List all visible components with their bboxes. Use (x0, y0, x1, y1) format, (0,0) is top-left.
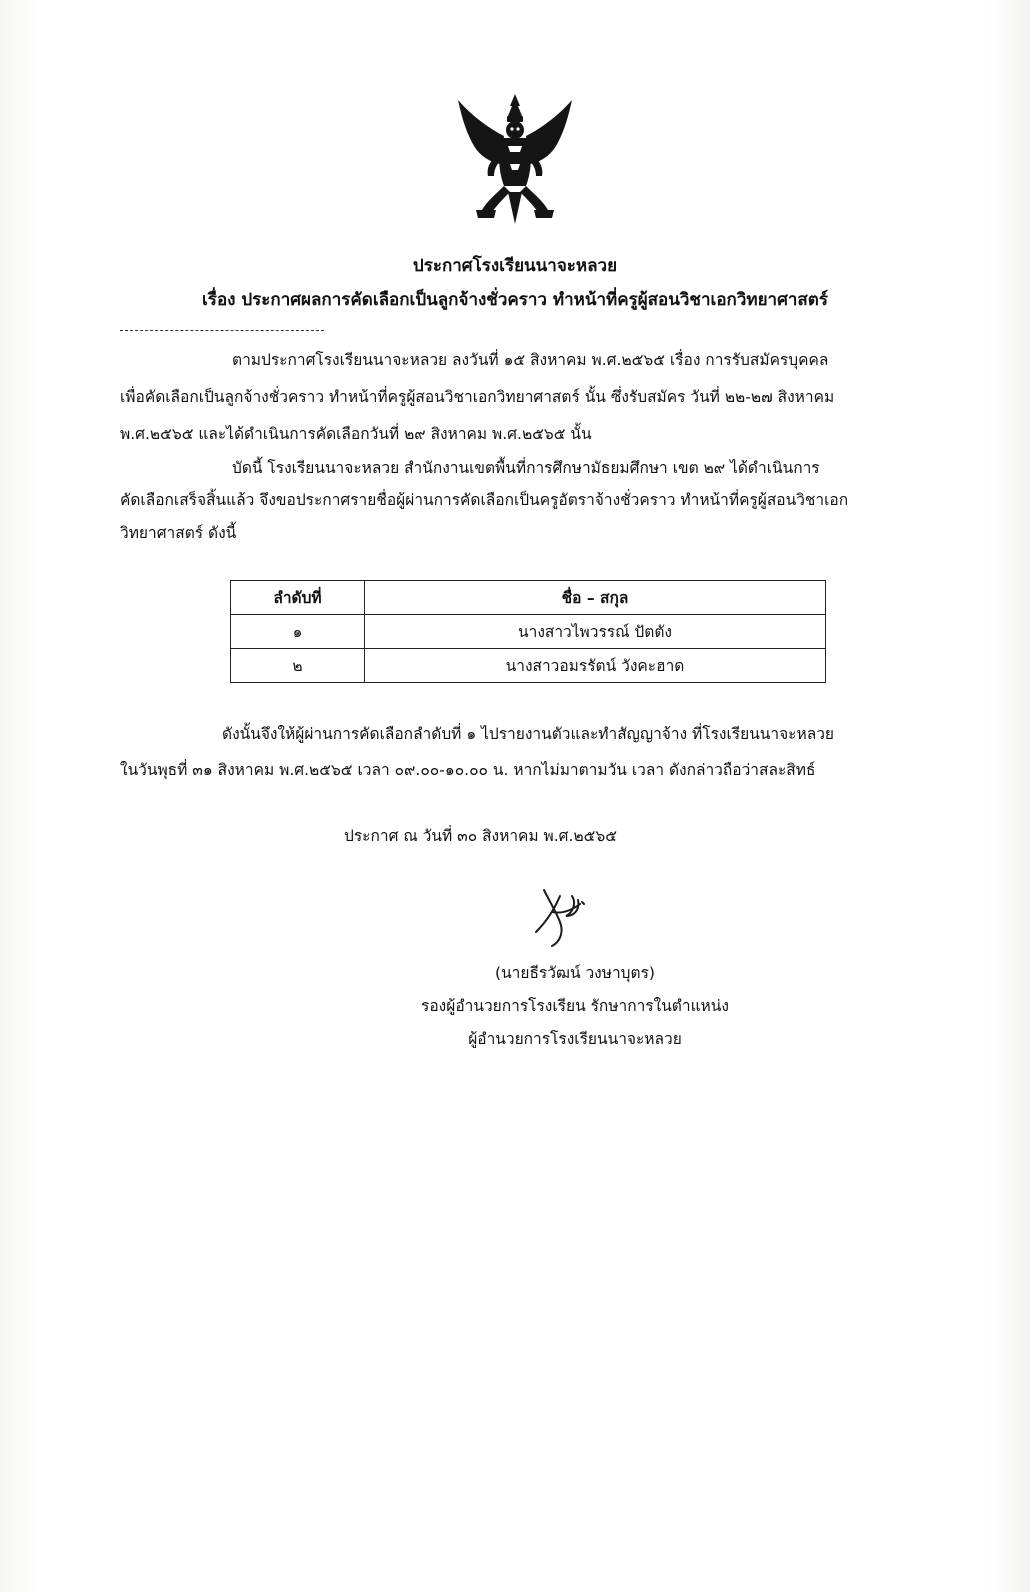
signer-position-2: ผู้อำนวยการโรงเรียนนาจะหลวย (468, 1030, 682, 1048)
paragraph-2-line-2: คัดเลือกเสร็จสิ้นแล้ว จึงขอประกาศรายชื่อผู้ผ่านการคัดเลือกเป็นครูอัตราจ้างชั่วคราว ทำหน้าที่ครูผู้สอนวิชาเอก (120, 491, 849, 509)
signer-name: (นายธีรวัฒน์ วงษาบุตร) (495, 964, 655, 982)
paragraph-3-line-2: ในวันพุธที่ ๓๑ สิงหาคม พ.ศ.๒๕๖๕ เวลา ๐๙.๐๐-๑๐.๐๐ น. หากไม่มาตามวัน เวลา ดังกล่าวถือว่าสละสิทธ์ (120, 761, 816, 779)
paragraph-1-line-2: เพื่อคัดเลือกเป็นลูกจ้างชั่วคราว ทำหน้าที่ครูผู้สอนวิชาเอกวิทยาศาสตร์ นั้น ซึ่งรับสมัคร วันที่ ๒๒-๒๗ สิงหาคม (120, 388, 835, 406)
results-table (230, 580, 826, 683)
announcement-date: ประกาศ ณ วันที่ ๓๐ สิงหาคม พ.ศ.๒๕๖๕ (344, 827, 617, 845)
paragraph-1-line-1: ตามประกาศโรงเรียนนาจะหลวย ลงวันที่ ๑๕ สิงหาคม พ.ศ.๒๕๖๕ เรื่อง การรับสมัครบุคคล (232, 351, 829, 369)
paragraph-1-line-3: พ.ศ.๒๕๖๕ และได้ดำเนินการคัดเลือกวันที่ ๒๙ สิงหาคม พ.ศ.๒๕๖๕ นั้น (120, 425, 592, 443)
table-row (231, 649, 826, 683)
row-order: ๑ (231, 615, 365, 649)
row-order: ๒ (231, 649, 365, 683)
row-name: นางสาวไพวรรณ์ ปัตตัง (365, 615, 826, 649)
signer-position-1: รองผู้อำนวยการโรงเรียน รักษาการในตำแหน่ง (421, 997, 729, 1015)
table-row (231, 615, 826, 649)
row-name: นางสาวอมรรัตน์ วังคะฮาด (365, 649, 826, 683)
divider (120, 330, 324, 331)
garuda-emblem-icon (452, 92, 578, 228)
table-header-row (231, 581, 826, 615)
announcement-title: ประกาศโรงเรียนนาจะหลวย (412, 256, 618, 276)
paragraph-2-line-1: บัดนี้ โรงเรียนนาจะหลวย สำนักงานเขตพื้นที่การศึกษามัธยมศึกษา เขต ๒๙ ได้ดำเนินการ (232, 459, 820, 477)
column-header-name: ชื่อ – สกุล (365, 581, 826, 615)
paragraph-2-line-3: วิทยาศาสตร์ ดังนี้ (120, 524, 237, 542)
paragraph-3-line-1: ดังนั้นจึงให้ผู้ผ่านการคัดเลือกลำดับที่ ๑ ไปรายงานตัวและทำสัญญาจ้าง ที่โรงเรียนนาจะหลวย (222, 725, 835, 743)
column-header-order: ลำดับที่ (231, 581, 365, 615)
announcement-subject: เรื่อง ประกาศผลการคัดเลือกเป็นลูกจ้างชั่วคราว ทำหน้าที่ครูผู้สอนวิชาเอกวิทยาศาสตร์ (202, 290, 828, 310)
signature (530, 882, 590, 952)
